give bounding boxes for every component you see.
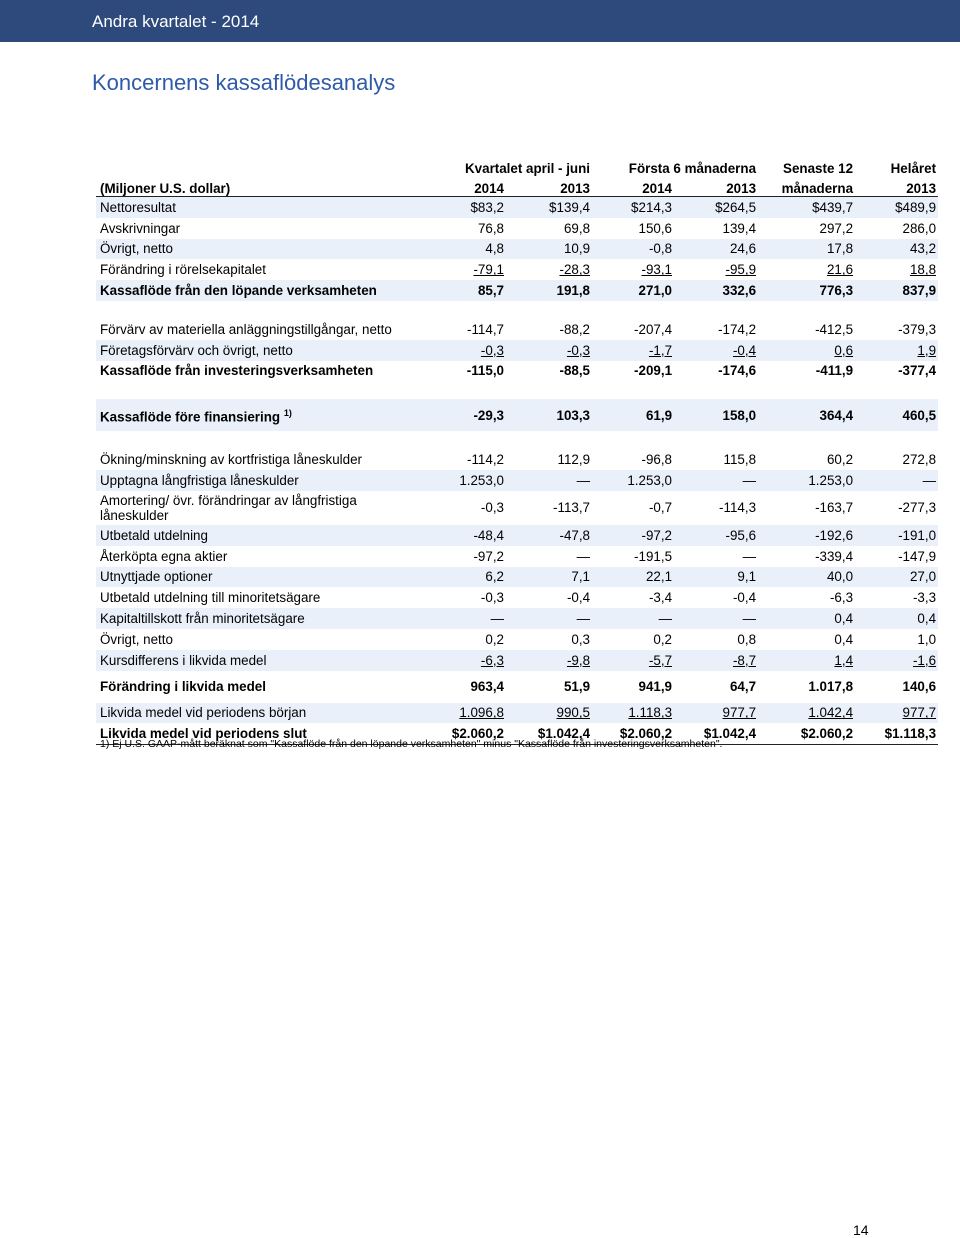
table-cell: -163,7 — [815, 500, 854, 516]
table-cell: $489,9 — [855, 197, 938, 218]
row-label: Förändring i likvida medel — [100, 679, 266, 695]
table-row — [96, 399, 938, 431]
table-cell: $2.060,2 — [426, 723, 506, 744]
spacer-row — [96, 301, 938, 319]
table-cell: -207,4 — [634, 321, 673, 337]
cashflow-table — [96, 154, 938, 745]
table-cell: -411,9 — [815, 363, 854, 379]
table-cell: 10,9 — [506, 239, 592, 260]
table-cell: -0,8 — [592, 239, 674, 260]
table-cell: -379,3 — [898, 321, 937, 337]
table-cell: $439,7 — [758, 197, 855, 218]
table-cell: -191,0 — [855, 525, 938, 546]
table-cell: 271,0 — [592, 280, 674, 301]
table-cell: — — [506, 608, 592, 629]
table-cell: 150,6 — [638, 220, 673, 236]
table-cell: -0,4 — [732, 590, 757, 606]
table-cell: 69,8 — [563, 220, 591, 236]
table-cell: -0,3 — [506, 340, 592, 361]
table-cell: 40,0 — [758, 567, 855, 588]
table-cell: -0,3 — [480, 500, 504, 516]
table-cell: 76,8 — [477, 220, 504, 236]
table-cell: 1,9 — [855, 340, 938, 361]
table-cell: -1,7 — [592, 340, 674, 361]
table-cell: -9,8 — [506, 650, 592, 671]
group-header-six-months: Första 6 månaderna — [628, 161, 757, 176]
table-cell: $214,3 — [592, 197, 674, 218]
table-cell: $83,2 — [426, 197, 506, 218]
row-label: Utnyttjade optioner — [96, 567, 426, 588]
table-cell: 776,3 — [758, 280, 855, 301]
sub-header: 2013 — [674, 176, 758, 197]
table-cell: -6,3 — [829, 590, 854, 606]
table-row — [96, 259, 938, 280]
table-cell: — — [674, 608, 758, 629]
table-cell: -114,7 — [467, 321, 504, 337]
table-cell: 1.042,4 — [758, 703, 855, 724]
table-cell: 0,2 — [485, 631, 504, 647]
table-row — [96, 449, 938, 470]
table-cell: 21,6 — [826, 262, 854, 278]
table-cell: -28,3 — [559, 262, 591, 278]
table-cell: -0,3 — [480, 590, 504, 606]
table-cell: 6,2 — [426, 567, 506, 588]
table-cell: -174,2 — [718, 321, 757, 337]
table-cell: 115,8 — [723, 452, 757, 468]
table-cell: 977,7 — [855, 703, 938, 724]
table-cell: 1.253,0 — [592, 470, 674, 491]
table-cell: 941,9 — [638, 679, 673, 695]
page-title: Koncernens kassaflödesanalys — [92, 70, 396, 95]
row-label: Övrigt, netto — [96, 239, 426, 260]
table-cell: 24,6 — [674, 239, 758, 260]
table-row — [96, 470, 938, 491]
header-text: Andra kvartalet - 2014 — [92, 12, 260, 31]
row-label: Likvida medel vid periodens början — [96, 703, 426, 724]
table-cell: $1.042,4 — [674, 723, 758, 744]
table-cell: — — [426, 608, 506, 629]
table-cell: -6,3 — [426, 650, 506, 671]
table-cell: 0,2 — [653, 631, 673, 647]
row-label: Företagsförvärv och övrigt, netto — [96, 340, 426, 361]
table-cell: $139,4 — [506, 197, 592, 218]
table-cell: -88,5 — [559, 363, 591, 379]
row-label: Utbetald utdelning — [96, 525, 426, 546]
table-cell: $1.042,4 — [506, 723, 592, 744]
table-cell: -5,7 — [592, 650, 674, 671]
table-cell: -47,8 — [506, 525, 592, 546]
table-cell: — — [506, 470, 592, 491]
row-label: Kassaflöde från den löpande verksamheten — [96, 280, 426, 301]
table-cell: 85,7 — [426, 280, 506, 301]
row-label: Likvida medel vid periodens slut — [96, 723, 426, 744]
sub-header: 2014 — [426, 176, 506, 197]
table-row — [96, 703, 938, 724]
table-row — [96, 491, 938, 525]
row-label: Kapitaltillskott från minoritetsägare — [96, 608, 426, 629]
table-cell: 0,4 — [758, 608, 855, 629]
table-cell: 139,4 — [722, 220, 757, 236]
table-cell: 1.253,0 — [758, 470, 855, 491]
row-label: Amortering/ övr. förändringar av långfristiga låneskulder — [100, 492, 357, 523]
table-row — [96, 608, 938, 629]
table-cell: 4,8 — [426, 239, 506, 260]
table-cell: -88,2 — [559, 321, 591, 337]
table-cell: -93,1 — [641, 262, 673, 278]
row-label: Utbetald utdelning till minoritetsägare — [100, 590, 321, 606]
table-cell: 51,9 — [563, 679, 591, 695]
table-cell: -97,2 — [473, 548, 504, 564]
unit-label: (Miljoner U.S. dollar) — [96, 176, 426, 197]
table-row — [96, 218, 938, 239]
table-cell: -412,5 — [815, 321, 854, 337]
table-cell: 0,4 — [834, 631, 854, 647]
table-cell: 18,8 — [909, 262, 937, 278]
cashflow-table-container — [96, 154, 938, 745]
sub-header: 2013 — [506, 176, 592, 197]
table-cell: 1.253,0 — [426, 470, 506, 491]
row-label: Förändring i rörelsekapitalet — [100, 262, 266, 278]
group-header-last-12: Senaste 12 — [783, 161, 854, 176]
table-cell: 0,8 — [737, 631, 757, 647]
row-label: Ökning/minskning av kortfristiga låneskulder — [100, 452, 362, 468]
table-cell: -48,4 — [426, 525, 506, 546]
table-cell: -95,6 — [674, 525, 758, 546]
table-cell: -1,6 — [855, 650, 938, 671]
table-cell: 332,6 — [674, 280, 758, 301]
table-cell: 191,8 — [506, 280, 592, 301]
table-cell: 64,7 — [729, 679, 757, 695]
footnote-marker: 1) — [283, 408, 292, 419]
group-header-quarter: Kvartalet april - juni — [465, 161, 591, 176]
table-cell: $2.060,2 — [758, 723, 855, 744]
table-cell: -113,7 — [553, 500, 591, 516]
table-cell: -174,6 — [718, 363, 757, 379]
table-cell: 272,8 — [902, 452, 937, 468]
table-cell: 364,4 — [758, 399, 855, 431]
table-cell: 0,3 — [571, 631, 591, 647]
table-cell: -209,1 — [634, 363, 673, 379]
table-cell: -29,3 — [426, 399, 506, 431]
table-cell: 61,9 — [592, 399, 674, 431]
table-cell: 140,6 — [902, 679, 937, 695]
table-cell: 43,2 — [855, 239, 938, 260]
sub-header: 2014 — [592, 176, 674, 197]
table-cell: 1.096,8 — [426, 703, 506, 724]
table-row — [96, 280, 938, 301]
header-row-periods — [96, 176, 938, 197]
row-label: Övrigt, netto — [100, 631, 173, 647]
table-cell: 7,1 — [506, 567, 592, 588]
table-cell: -79,1 — [473, 262, 504, 278]
table-cell: 60,2 — [826, 452, 854, 468]
spacer-row — [96, 381, 938, 399]
table-cell: — — [742, 548, 757, 564]
table-cell: -96,8 — [641, 452, 673, 468]
table-cell: — — [674, 470, 758, 491]
table-cell: 1,4 — [758, 650, 855, 671]
table-cell: -95,9 — [725, 262, 757, 278]
table-cell: 286,0 — [902, 220, 937, 236]
table-cell: -147,9 — [898, 548, 937, 564]
table-cell: -115,0 — [466, 363, 504, 379]
table-row — [96, 319, 938, 340]
row-label: Kassaflöde före finansiering $^{1)}$ — [96, 399, 426, 431]
table-cell: 22,1 — [592, 567, 674, 588]
table-cell: 9,1 — [674, 567, 758, 588]
table-cell: -3,4 — [648, 590, 673, 606]
group-header-full-year: Helåret — [890, 161, 937, 176]
table-cell: $1.118,3 — [855, 723, 938, 744]
table-cell: -277,3 — [898, 500, 937, 516]
row-label: Kassaflöde från investeringsverksamheten — [100, 363, 374, 379]
table-cell: 27,0 — [855, 567, 938, 588]
row-label: Kursdifferens i likvida medel — [96, 650, 426, 671]
table-cell: 460,5 — [855, 399, 938, 431]
spacer-row — [96, 431, 938, 449]
table-cell: -0,4 — [674, 340, 758, 361]
table-cell: 837,9 — [855, 280, 938, 301]
row-label: Upptagna långfristiga låneskulder — [96, 470, 426, 491]
table-cell: 17,8 — [758, 239, 855, 260]
table-row — [96, 525, 938, 546]
table-cell: -0,4 — [566, 590, 591, 606]
table-cell: -3,3 — [912, 590, 937, 606]
table-cell: 103,3 — [506, 399, 592, 431]
table-cell: 158,0 — [674, 399, 758, 431]
header-row-groups — [96, 154, 938, 176]
table-cell: — — [576, 548, 591, 564]
table-row — [96, 361, 938, 382]
table-cell: 963,4 — [470, 679, 504, 695]
row-label: Avskrivningar — [100, 220, 181, 236]
table-cell: 0,6 — [758, 340, 855, 361]
table-cell: 977,7 — [674, 703, 758, 724]
table-cell: -377,4 — [898, 363, 937, 379]
table-row — [96, 197, 938, 218]
sub-header: 2013 — [855, 176, 938, 197]
table-row — [96, 629, 938, 650]
table-cell: -114,2 — [467, 452, 504, 468]
footnote: 1) Ej U.S. GAAP-mått beräknat som "Kassaflöde från den löpande verksamheten" minus "Kassaflöde från investeringsverksamheten". — [100, 738, 723, 750]
table-cell: -339,4 — [815, 548, 854, 564]
table-cell: -191,5 — [634, 548, 673, 564]
sub-header: månaderna — [758, 176, 855, 197]
table-cell: 1,0 — [917, 631, 937, 647]
table-cell: -114,3 — [719, 500, 757, 516]
table-cell: -0,3 — [426, 340, 506, 361]
table-cell: 990,5 — [506, 703, 592, 724]
table-cell: 1.017,8 — [808, 679, 854, 695]
table-cell: -8,7 — [674, 650, 758, 671]
table-row — [96, 587, 938, 608]
table-row — [96, 340, 938, 361]
table-row — [96, 671, 938, 703]
table-cell: 1.118,3 — [592, 703, 674, 724]
table-cell: -0,7 — [648, 500, 673, 516]
table-row — [96, 567, 938, 588]
page-number: 14 — [853, 1222, 869, 1238]
table-cell: — — [592, 608, 674, 629]
table-cell: $264,5 — [674, 197, 758, 218]
table-cell: — — [855, 470, 938, 491]
table-row — [96, 650, 938, 671]
table-cell: 297,2 — [819, 220, 854, 236]
row-label: Nettoresultat — [96, 197, 426, 218]
table-row — [96, 239, 938, 260]
table-cell: -97,2 — [592, 525, 674, 546]
row-label: Förvärv av materiella anläggningstillgångar, netto — [100, 321, 392, 337]
table-row — [96, 546, 938, 567]
row-label: Återköpta egna aktier — [100, 548, 228, 564]
table-cell: -192,6 — [758, 525, 855, 546]
table-cell: 0,4 — [855, 608, 938, 629]
table-cell: 112,9 — [557, 452, 591, 468]
header-bar — [0, 0, 960, 42]
table-cell: $2.060,2 — [592, 723, 674, 744]
